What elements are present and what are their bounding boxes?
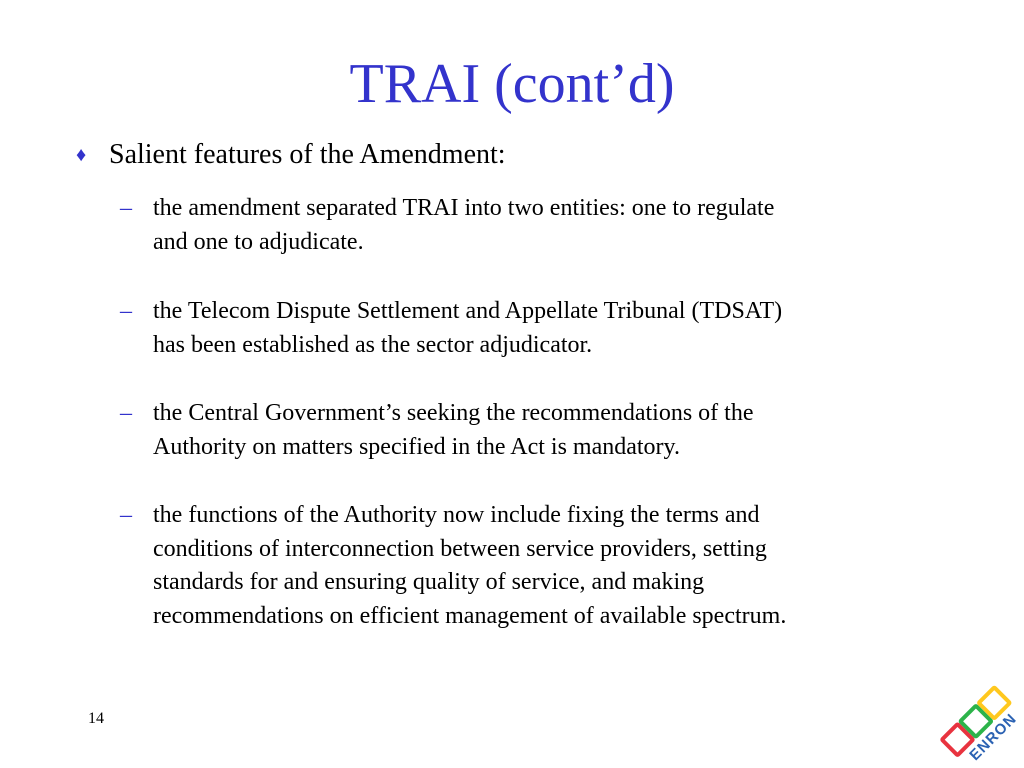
text-line: the functions of the Authority now include fixing the terms and: [153, 502, 760, 528]
dash-bullet-icon: –: [120, 195, 132, 221]
text-line: standards for and ensuring quality of service, and making: [153, 569, 705, 595]
text-line: the Central Government’s seeking the recommendations of the: [153, 400, 754, 426]
text-line: Authority on matters specified in the Act is mandatory.: [153, 433, 680, 460]
logo-text: ENRON: [966, 710, 1021, 765]
dash-bullet-icon: –: [120, 400, 132, 426]
enron-logo-icon: [935, 682, 1021, 766]
text-line: has been established as the sector adjudicator.: [153, 331, 593, 358]
slide-title: TRAI (cont’d): [349, 53, 675, 115]
sub-point-text: [153, 295, 913, 362]
sub-point-text: [153, 397, 913, 464]
text-line: recommendations on efficient management of available spectrum.: [153, 602, 787, 629]
slide-number: 14: [88, 710, 104, 727]
main-bullet-text: Salient features of the Amendment:: [109, 139, 506, 170]
diamond-bullet-icon: ♦: [76, 144, 87, 166]
text-line: the Telecom Dispute Settlement and Appellate Tribunal (TDSAT): [153, 298, 783, 324]
dash-bullet-icon: –: [120, 298, 132, 324]
dash-bullet-icon: –: [120, 502, 132, 528]
text-line: the amendment separated TRAI into two entities: one to regulate: [153, 195, 775, 221]
text-line: conditions of interconnection between service providers, setting: [153, 535, 767, 562]
text-line: and one to adjudicate.: [153, 228, 364, 255]
sub-point-text: [153, 499, 913, 633]
sub-point-text: [153, 192, 913, 259]
